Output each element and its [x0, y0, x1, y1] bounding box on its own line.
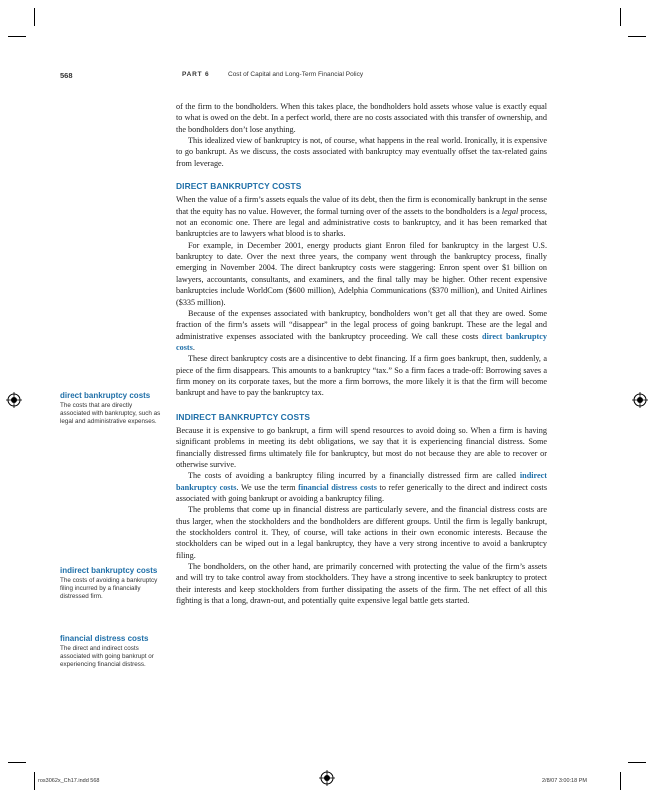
footer-file: ros3062x_Ch17.indd 568: [38, 778, 100, 784]
registration-mark-icon: [319, 770, 335, 786]
key-term: indirect bankruptcy costs: [176, 471, 547, 492]
section-heading-indirect: INDIRECT BANKRUPTCY COSTS: [176, 411, 311, 422]
registration-mark-icon: [632, 392, 648, 408]
section-heading-direct: DIRECT BANKRUPTCY COSTS: [176, 181, 302, 192]
paragraph: The problems that come up in financial distress are particularly severe, and the financial distress costs are thus larger, when the stockholders and the bondholders are different groups. Until the firm is legally bankrupt, the stockholders control it. They, of course, will take actions in their own economic interests. Because the stockholders can be wiped out in a legal bankruptcy, they have a very strong incentive to avoid a bankruptcy filing.: [176, 505, 547, 560]
paragraph: The bondholders, on the other hand, are primarily concerned with protecting the value of the firm’s assets and will try to take control away from stockholders. They have a strong incentive to seek bankruptcy to protect their interests and keep stockholders from further dissipating the assets of the firm. The net effect of all this fighting is that a long, drawn-out, and potentially quite expensive legal battle gets started.: [176, 562, 547, 606]
paragraph: of the firm to the bondholders. When this takes place, the bondholders hold assets whose value is exactly equal to what is owed on the debt. In a perfect world, there are no costs associated with this transfer of ownership, and the bondholders don’t lose anything.: [176, 102, 547, 134]
paragraph: For example, in December 2001, energy products giant Enron filed for bankruptcy in the largest U.S. bankruptcy to date. Over the next three years, the company went through the bankruptcy process, finally emerging in November 2004. The direct bankruptcy costs were staggering: Enron spent over $1 billion on lawyers, accountants, consultants, and examiners, and the final tally may be higher. Other recent expensive bankruptcies include WorldCom ($600 million), Adelphia Communications ($370 million), and United Airlines ($335 million).: [176, 240, 547, 307]
crop-mark: [628, 36, 646, 37]
page-number: 568: [60, 71, 73, 80]
key-term: financial distress costs: [298, 482, 377, 492]
paragraph: Because it is expensive to go bankrupt, a firm will spend resources to avoid doing so. When a firm is having significant problems in meeting its debt obligations, we say that it is experiencing financial distress. Some financially distressed firms ultimately file for bankruptcy, but most do not because they are able to recover or otherwise survive.: [176, 425, 547, 469]
margin-term: financial distress costs: [60, 634, 149, 643]
crop-mark: [8, 36, 26, 37]
margin-definition-text: The direct and indirect costs associated with going bankrupt or experiencing financial distress.: [60, 644, 154, 668]
paragraph: Because of the expenses associated with bankruptcy, bondholders won’t get all that they are owed. Some fraction of the firm’s assets will “disappear” in the legal process of going bankrupt. These are the legal and administrative expenses associated with the bankruptcy proceeding. We call these costs direct bankruptcy costs.: [176, 308, 547, 352]
key-term: direct bankruptcy costs: [176, 331, 547, 352]
crop-mark: [8, 762, 26, 763]
margin-definition: [60, 566, 162, 601]
crop-mark: [34, 772, 35, 790]
chapter-title: Cost of Capital and Long-Term Financial Policy: [228, 71, 364, 78]
margin-definition: [60, 634, 162, 669]
margin-definition-text: The costs that are directly associated with bankruptcy, such as legal and administrative expenses.: [60, 401, 161, 425]
registration-mark-icon: [6, 392, 22, 408]
crop-mark: [34, 8, 35, 26]
margin-term: direct bankruptcy costs: [60, 391, 151, 400]
paragraph: These direct bankruptcy costs are a disincentive to debt financing. If a firm goes bankrupt, then, suddenly, a piece of the firm disappears. This amounts to a bankruptcy “tax.” So a firm faces a trade-off: Borrowing saves a firm money on its corporate taxes, but the more a firm borrows, the more likely it is that the firm will become bankrupt and have to pay the bankruptcy tax.: [176, 354, 547, 398]
margin-term: indirect bankruptcy costs: [60, 566, 158, 575]
paragraph: The costs of avoiding a bankruptcy filing incurred by a financially distressed firm are called indirect bankruptcy costs. We use the term financial distress costs to refer generically to the direct and indirect costs associated with going bankrupt or avoiding a bankruptcy filing.: [176, 471, 548, 503]
part-label: PART 6: [182, 71, 210, 78]
main-text: [176, 101, 547, 606]
paragraph: When the value of a firm’s assets equals the value of its debt, then the firm is economically bankrupt in the sense that the equity has no value. However, the formal turning over of the assets to the bondholders is a legal process, not an economic one. There are legal and administrative costs to bankruptcy, and it has been remarked that bankruptcies are to lawyers what blood is to sharks.: [176, 195, 547, 239]
crop-mark: [620, 8, 621, 26]
footer-datetime: 2/8/07 3:00:18 PM: [542, 778, 587, 784]
crop-mark: [628, 762, 646, 763]
margin-definition-text: The costs of avoiding a bankruptcy filing incurred by a financially distressed firm.: [60, 576, 158, 600]
margin-definition: [60, 391, 162, 426]
crop-mark: [620, 772, 621, 790]
paragraph: This idealized view of bankruptcy is not, of course, what happens in the real world. Ironically, it is expensive to go bankrupt. As we discuss, the costs associated with bankruptcy may eventually offset the tax-related gains from leverage.: [176, 136, 547, 168]
